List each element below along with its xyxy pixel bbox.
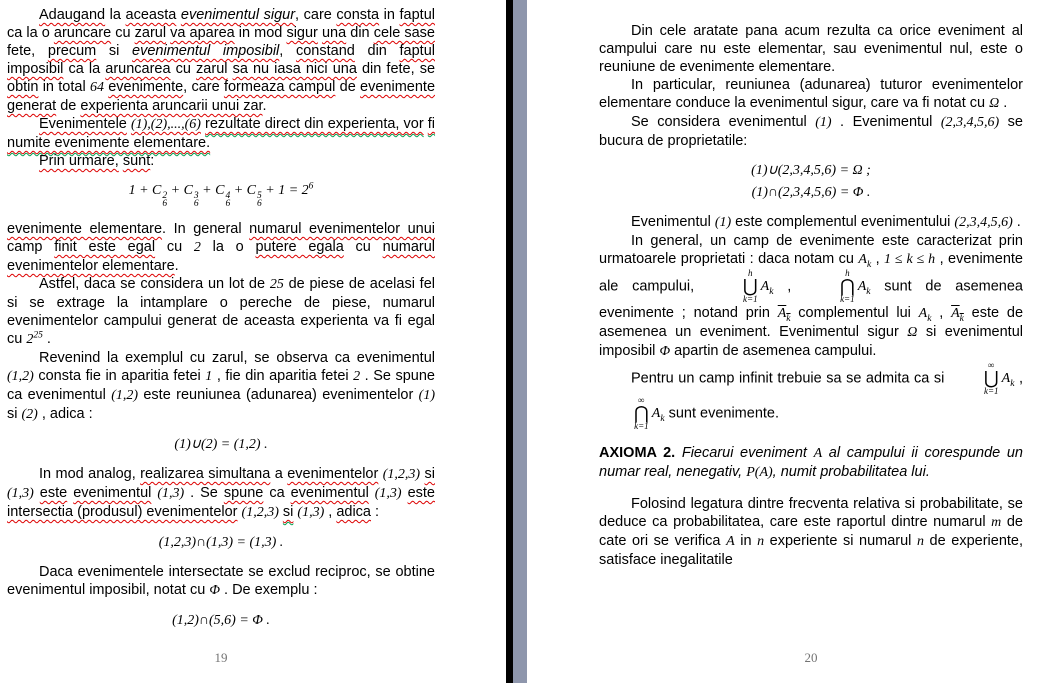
paragraph: In particular, reuniunea (adunarea) tuturor evenimentelor elementare conduce la evenimentul sigur, care va fi notat cu Ω . <box>599 77 1023 111</box>
big-intersection-operator: h ⋂ k=1 <box>839 268 855 304</box>
paragraph: Din cele aratate pana acum rezulta ca orice eveniment al campului care nu este elementar, sau evenimentul nul, este o reuniune de evenimente elementare. <box>599 23 1023 75</box>
formula: (1,2,3)∩(1,3) = (1,3) . <box>158 535 284 550</box>
big-union-operator: h ⋃ k=1 <box>742 268 758 304</box>
page-divider-strip <box>513 0 527 683</box>
formula: (1,2)∩(5,6) = Φ . <box>172 613 270 628</box>
paragraph: Daca evenimentele intersectate se exclud reciproc, se obtine evenimentul imposibil, notat cu Φ . De exemplu : <box>7 564 435 598</box>
paragraph: Pentru un camp infinit trebuie sa se admita ca si ∞ ⋃ k=1 $A_k$ , ∞ ⋂ k=1 $A_k$ sunt evenimente. <box>599 361 1023 431</box>
paragraph: evenimente elementare. In general numarul evenimentelor unui camp finit este egal cu 2 la o putere egala cu numarul evenimentelor elementare. <box>7 221 436 274</box>
page-divider-line <box>506 0 513 683</box>
page-number-right: 20 <box>804 650 818 665</box>
big-union-operator: ∞ ⋃ k=1 <box>983 360 999 396</box>
formula: (1)∪(2,3,4,5,6) = Ω ; (1)∩(2,3,4,5,6) = Φ . <box>751 163 871 200</box>
paragraph: Evenimentele (1),(2),...,(6) rezultate direct din experienta, vor fi numite evenimente elementare. <box>7 116 436 151</box>
paragraph: In mod analog, realizarea simultana a evenimentelor (1,2,3) si (1,3) este evenimentul (1,3) . Se spune ca evenimentul (1,3) este intersectia (produsul) evenimentelor (1,2,3) si (1,3) , adica : <box>7 466 435 520</box>
right-page <box>527 0 1041 683</box>
big-intersection-operator: ∞ ⋂ k=1 <box>634 395 649 431</box>
left-page <box>0 0 506 683</box>
formula: (1)∪(2) = (1,2) . <box>174 437 268 452</box>
page-number-left: 19 <box>214 650 228 665</box>
left-text-column <box>7 6 435 641</box>
axiom-paragraph: AXIOMA 2. Fiecarui eveniment A al campului ii corespunde un numar real, nenegativ, P(A), numit probabilitatea lui. <box>599 445 1024 480</box>
paragraph: Se considera evenimentul (1) . Evenimentul (2,3,4,5,6) se bucura de proprietatile: <box>599 114 1023 149</box>
paragraph: In general, un camp de evenimente este caracterizat prin urmatoarele proprietati : daca notam cu $A_k$ , 1 ≤ k ≤ h , evenimente ale campului, h ⋃ k=1 $A_k$ , h ⋂ k=1 $A_k$ sunt de asemenea evenimente ; notand prin $A_k$ complementul lui $A_k$ , $A_k$ este de asemenea un eveniment. Evenimentul sigur Ω si evenimentul imposibil Φ apartin de asemenea campului. <box>599 233 1024 359</box>
paragraph: Evenimentul (1) este complementul evenimentului (2,3,4,5,6) . <box>631 214 1021 230</box>
formula: 1 + C 2 6 + C 3 6 + C 4 6 + C 5 6 + $1 = 2^6$ <box>128 181 314 209</box>
paragraph: Revenind la exemplul cu zarul, se observa ca evenimentul (1,2) consta fie in aparitia fetei 1 , fie din aparitia fetei 2 . Se spune ca evenimentul (1,2) este reuniunea (adunarea) evenimentelor (1) si (2) , adica : <box>7 350 436 422</box>
paragraph: Adaugand la aceasta evenimentul sigur, care consta in faptul ca la o aruncare cu zarul va aparea in mod sigur una din cele sase fete, precum si evenimentul imposibil, constand din faptul imposibil ca la aruncarea cu zarul sa nu iasa nici una din fete, se obtin in total 64 evenimente, care formeaza campul de evenimente generat de experienta aruncarii unui zar. <box>7 7 436 114</box>
right-text-column <box>599 22 1023 569</box>
paragraph: Folosind legatura dintre frecventa relativa si probabilitate, se deduce ca probabilitatea, care este raportul dintre numarul m de cate ori se verifica A in n experiente si numarul n de experiente, satisface inegalitatile <box>599 496 1024 568</box>
paragraph: Prin urmare, sunt: <box>39 153 155 169</box>
paragraph: Astfel, daca se considera un lot de 25 de piese de acelasi fel si se extrage la intamplare o pereche de piese, numarul evenimentelor campului generat de aceasta experienta va fi egal cu $2^{25}$ . <box>7 276 436 347</box>
